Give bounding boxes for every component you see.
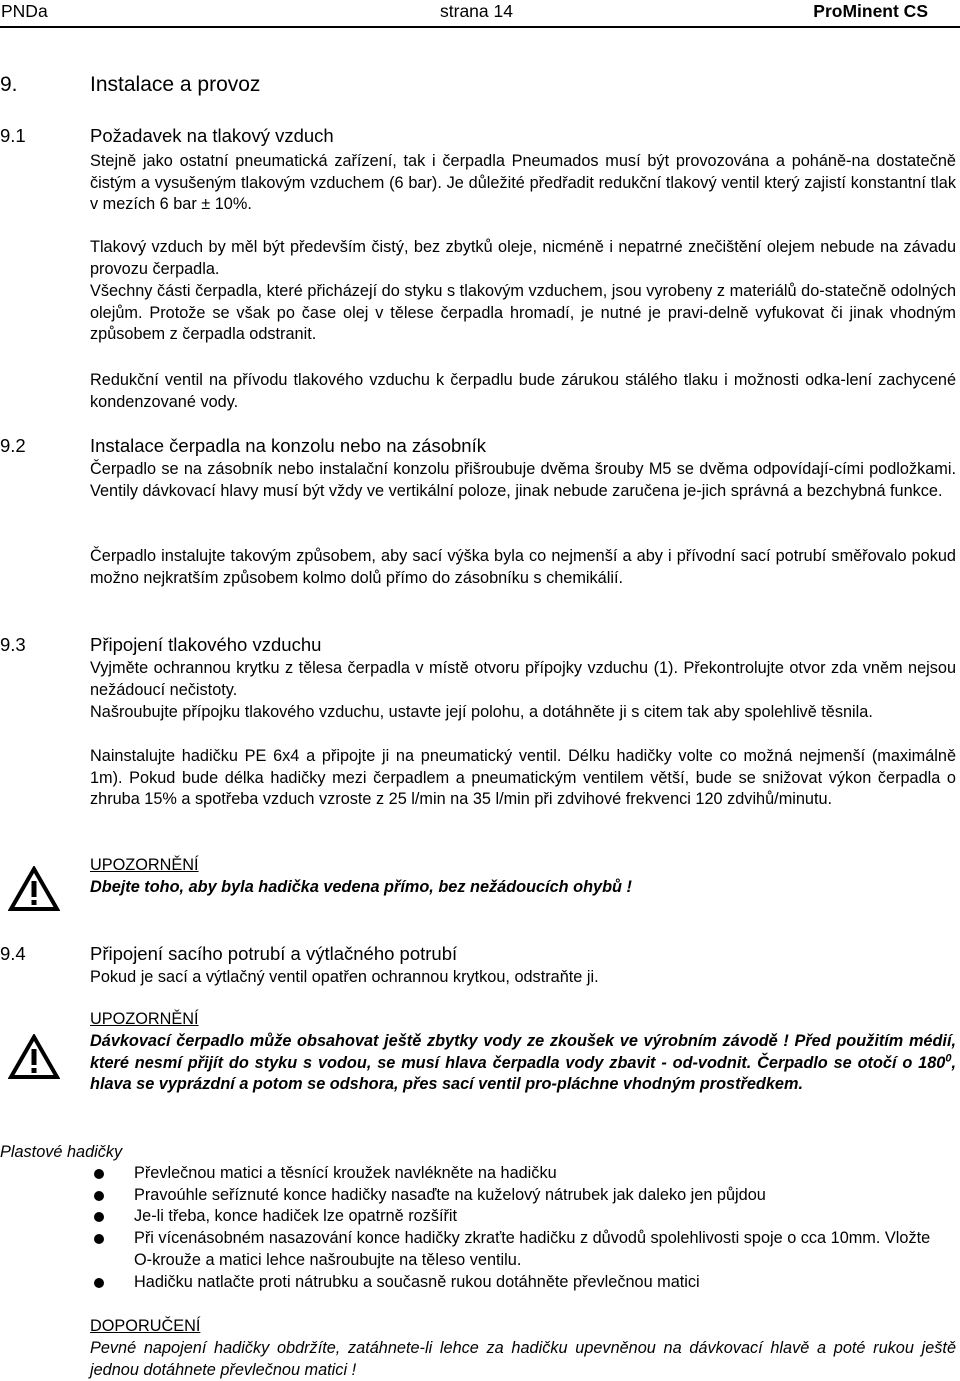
section-9-3-number: 9.3 xyxy=(0,634,26,655)
section-9-3-title: Připojení tlakového vzduchu xyxy=(90,634,322,655)
bullet-icon xyxy=(94,1234,104,1244)
warning-2-text-a: Dávkovací čerpadlo může obsahovat ještě zbytky vody ze zkoušek ve výrobním závodě ! Před použitím médií, které nesmí přijít do styku s vodou, se musí hlava čerpadla vody zbavit - od-vodnit. Čerpadlo se otočí o 180 xyxy=(90,1032,956,1072)
warning-2-text-b: , hlava se vyprázdní a potom se odshora, přes sací ventil pro-pláchne vhodným prostředkem. xyxy=(90,1053,956,1094)
list-item-text: Převlečnou matici a těsnící kroužek navlékněte na hadičku xyxy=(134,1164,557,1182)
header-page-number: strana 14 xyxy=(440,1,513,21)
section-9-2-paragraph-1: Čerpadlo se na zásobník nebo instalační konzolu přišroubuje dvěma šrouby M5 se dvěma odpovídají-cími podložkami. Ventily dávkovací hlavy musí být vždy ve vertikální poloze, jinak nebude zaručena je-jich správná a bezchybná funkce. xyxy=(90,460,956,500)
list-item xyxy=(0,1272,946,1294)
list-item xyxy=(0,1163,946,1185)
section-9-4-number: 9.4 xyxy=(0,943,26,964)
header-brand: ProMinent CS xyxy=(813,1,928,21)
warning-1-label: UPOZORNĚNÍ xyxy=(90,856,199,874)
list-item-text: Je-li třeba, konce hadiček lze opatrně rozšířit xyxy=(134,1207,458,1226)
bullet-icon xyxy=(94,1278,104,1288)
section-9-3-paragraph-2: Našroubujte přípojku tlakového vzduchu, ustavte její polohu, a dotáhněte ji s citem tak aby spolehlivě těsnila. xyxy=(90,703,873,721)
section-9-3-paragraph-3: Nainstalujte hadičku PE 6x4 a připojte ji na pneumatický ventil. Délku hadičky volte co možná nejmenší (maximálně 1m). Pokud bude délka hadičky mezi čerpadlem a pneumatickým ventilem větší, bude se snižovat výkon čerpadla o zhruba 15% a spotřeba vzduch vzroste z 25 l/min na 35 l/min při zdvihové frekvenci 120 zdvihů/minutu. xyxy=(90,747,956,809)
list-item-text: Pravoúhle seříznuté konce hadičky nasaďte na kuželový nátrubek jak daleko jen půjdou xyxy=(134,1185,766,1204)
warning-1-text: Dbejte toho, aby byla hadička vedena přímo, bez nežádoucích ohybů ! xyxy=(90,878,632,896)
section-9-2-paragraph-2: Čerpadlo instalujte takovým způsobem, aby sací výška byla co nejmenší a aby i přívodní sací potrubí směřovalo pokud možno nejkratším způsobem kolmo dolů přímo do zásobníku s chemikálií. xyxy=(90,547,956,587)
list-item xyxy=(0,1185,946,1207)
section-9-1-paragraph-4: Redukční ventil na přívodu tlakového vzduchu k čerpadlu bude zárukou stálého tlaku i možnosti odka-lení zachycené kondenzované vody. xyxy=(90,371,956,411)
section-9-1-number: 9.1 xyxy=(0,125,26,146)
section-9-1-title: Požadavek na tlakový vzduch xyxy=(90,125,334,146)
header-rule xyxy=(0,26,960,28)
chapter-title: Instalace a provoz xyxy=(90,73,261,96)
list-item xyxy=(0,1206,946,1228)
chapter-number: 9. xyxy=(0,73,18,96)
section-9-2-number: 9.2 xyxy=(0,435,26,456)
section-9-4-title: Připojení sacího potrubí a výtlačného potrubí xyxy=(90,943,458,964)
section-9-1-paragraph-1: Stejně jako ostatní pneumatická zařízení, tak i čerpadla Pneumados musí být provozována a poháně-na dostatečně čistým a vysušeným tlakovým vzduchem (6 bar). Je důležité předřadit redukční tlakový ventil který zajistí konstantní tlak v mezích 6 bar ± 10%. xyxy=(90,152,956,214)
recommendation-text: Pevné napojení hadičky obdržíte, zatáhnete-li lehce za hadičku upevněnou na dávkovací hlavě a poté rukou ještě jednou dotáhnete převlečnou matici ! xyxy=(90,1339,956,1379)
list-item xyxy=(0,1228,946,1271)
warning-triangle-icon xyxy=(8,866,60,912)
section-9-1-paragraph-3: Všechny části čerpadla, které přicházejí do styku s tlakovým vzduchem, jsou vyrobeny z materiálů do-statečně odolných olejům. Protože se však po čase olej v tělese čerpadla hromadí, je nutné je pravi-delně vyfukovat či jinak vhodným způsobem z čerpadla odstranit. xyxy=(90,282,956,344)
recommendation-label: DOPORUČENÍ xyxy=(90,1317,201,1335)
list-item-text: Při vícenásobném nasazování konce hadičky zkraťte hadičku z důvodů spolehlivosti spoje o cca 10mm. Vložte O-krouže a matici lehce našroubujte na těleso ventilu. xyxy=(134,1229,931,1269)
page-header xyxy=(0,0,960,24)
warning-triangle-icon xyxy=(8,1034,60,1080)
plastic-tubes-title: Plastové hadičky xyxy=(0,1143,123,1161)
section-9-2-title: Instalace čerpadla na konzolu nebo na zásobník xyxy=(90,435,486,456)
warning-2-degree: 0 xyxy=(945,1052,952,1065)
list-item-text: Hadičku natlačte proti nátrubku a současně rukou dotáhněte převlečnou matici xyxy=(134,1272,700,1291)
plastic-tubes-list xyxy=(0,1163,960,1293)
section-9-1-paragraph-2: Tlakový vzduch by měl být především čistý, bez zbytků oleje, nicméně i nepatrné znečištění olejem nebude na závadu provozu čerpadla. xyxy=(90,238,956,278)
section-9-3-paragraph-1: Vyjměte ochrannou krytku z tělesa čerpadla v místě otvoru přípojky vzduchu (1). Překontrolujte otvor zda vněm nejsou nežádoucí nečistoty. xyxy=(90,659,956,699)
warning-2-text xyxy=(90,1031,956,1096)
header-doc-code: PNDa xyxy=(1,1,48,21)
bullet-icon xyxy=(94,1191,104,1201)
bullet-icon xyxy=(94,1169,104,1179)
warning-2-label: UPOZORNĚNÍ xyxy=(90,1010,199,1028)
bullet-icon xyxy=(94,1212,104,1222)
section-9-4-paragraph-1: Pokud je sací a výtlačný ventil opatřen ochrannou krytkou, odstraňte ji. xyxy=(90,968,599,986)
